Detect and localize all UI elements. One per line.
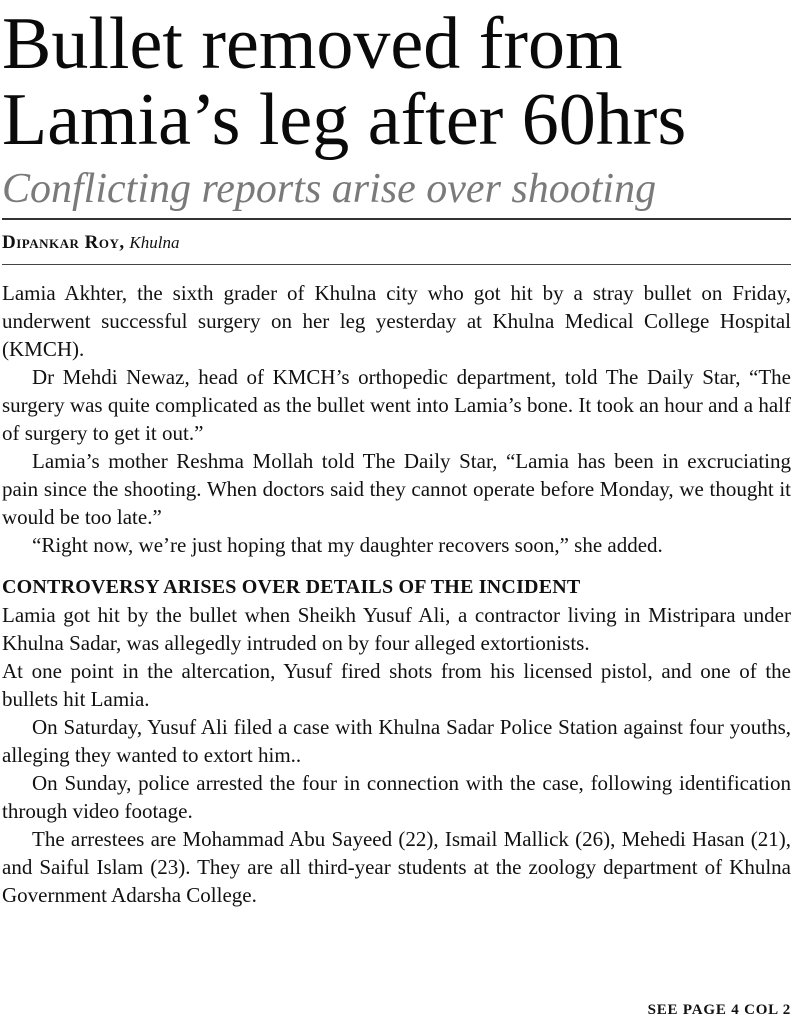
body-paragraph: Dr Mehdi Newaz, head of KMCH’s orthopedic department, told The Daily Star, “The surgery was quite complicated as the bullet went into Lamia’s bone. It took an hour and a half of surgery to get it out.”	[2, 365, 791, 445]
body-paragraph: Lamia Akhter, the sixth grader of Khulna city who got hit by a stray bullet on Friday, underwent successful surgery on her leg yesterday at Khulna Medical College Hospital (KMCH).	[2, 281, 791, 361]
byline	[2, 232, 791, 254]
body-paragraph: On Saturday, Yusuf Ali filed a case with Khulna Sadar Police Station against four youths, alleging they wanted to extort him..	[2, 715, 791, 767]
divider-byline	[2, 264, 791, 265]
body-paragraph: The arrestees are Mohammad Abu Sayeed (22), Ismail Mallick (26), Mehedi Hasan (21), and Saiful Islam (23). They are all third-year students at the zoology department of Khulna Government Adarsha College.	[2, 827, 791, 907]
jump-line: SEE PAGE 4 COL 2	[647, 1002, 791, 1018]
deck-subtitle: Conflicting reports arise over shooting	[2, 166, 657, 212]
byline-place: Khulna	[129, 233, 180, 252]
body-paragraph: Lamia got hit by the bullet when Sheikh Yusuf Ali, a contractor living in Mistripara under Khulna Sadar, was allegedly intruded on by four alleged extortionists.	[2, 603, 791, 655]
body-paragraph: “Right now, we’re just hoping that my daughter recovers soon,” she added.	[32, 533, 663, 557]
headline-line-1: Bullet removed from	[2, 3, 623, 85]
body-paragraph: Lamia’s mother Reshma Mollah told The Daily Star, “Lamia has been in excruciating pain since the shooting. When doctors said they cannot operate before Monday, we thought it would be too late.”	[2, 449, 791, 529]
body-paragraph: At one point in the altercation, Yusuf fired shots from his licensed pistol, and one of the bullets hit Lamia.	[2, 659, 791, 711]
divider-top	[2, 218, 791, 220]
section-subhead: CONTROVERSY ARISES OVER DETAILS OF THE INCIDENT	[2, 576, 581, 598]
headline-line-2: Lamia’s leg after 60hrs	[2, 79, 687, 161]
body-paragraph: On Sunday, police arrested the four in connection with the case, following identification through video footage.	[2, 771, 791, 823]
byline-author: Dipankar Roy,	[2, 232, 125, 253]
article-body	[2, 279, 791, 909]
headline	[2, 0, 791, 161]
